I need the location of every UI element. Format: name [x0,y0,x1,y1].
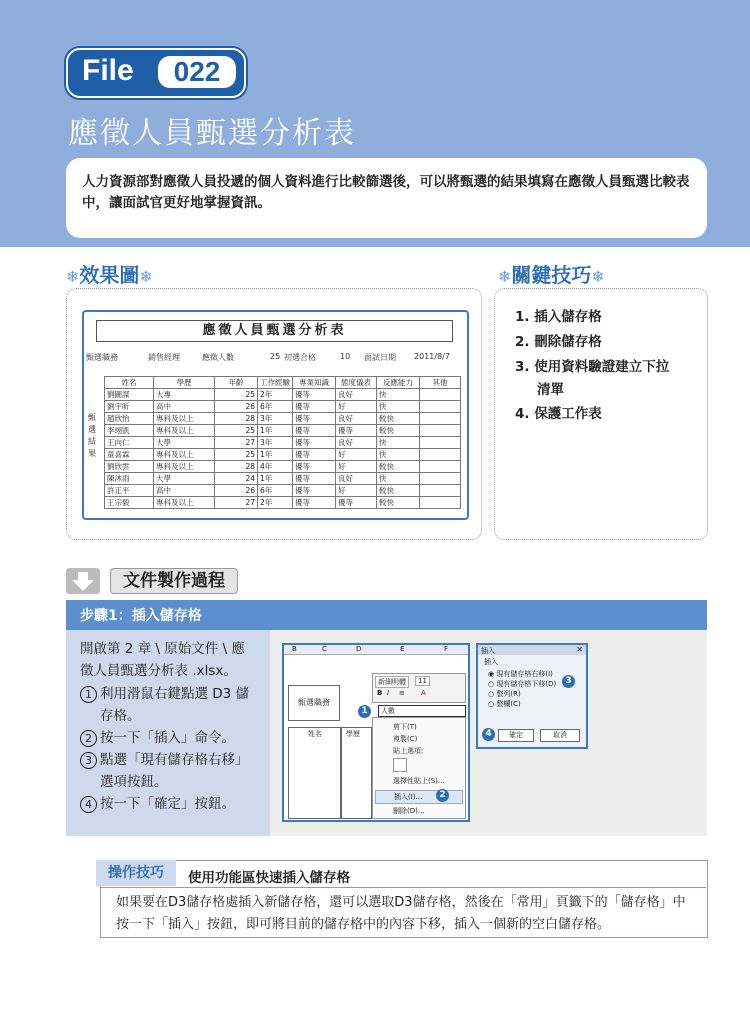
table-cell: 李翊凱 [105,425,154,437]
table-cell: 好 [336,449,377,461]
table-cell: 27 [215,437,258,449]
tip-item: 3. 使用資料驗證建立下拉 [515,359,670,375]
step-cont: 存格。 [100,708,141,724]
page-title: 應徵人員甄選分析表 [68,116,356,151]
table-cell: 1年 [258,473,293,485]
step-text: 按一下「插入」命令。 [100,730,235,746]
tip-item: 2. 刪除儲存格 [515,334,602,350]
table-cell: 專科及以上 [154,497,215,509]
side-label [88,412,100,460]
table-header: 專業知識 [293,377,336,389]
side-char: 甄 [88,413,96,422]
option-label: 整欄(C) [496,700,521,708]
table-row [105,449,461,461]
table-cell: 專科及以上 [154,413,215,425]
step-text: 點選「現有儲存格右移」 [100,752,249,768]
option-label: 現有儲存格右移(I) [496,670,553,678]
preview-heading [66,259,153,288]
option-col[interactable]: ○ 整欄(C) [488,700,521,708]
menu-paste-options[interactable]: 貼上選項: [393,747,424,755]
table-header: 姓名 [105,377,154,389]
snowflake-icon: ❄ [591,267,605,286]
preview-sheet [82,310,469,520]
table-cell: 2年 [258,389,293,401]
file-badge [66,48,246,98]
table-cell [420,497,461,509]
table-cell: 2年 [258,497,293,509]
col-e: E [400,645,405,653]
badge-2: 2 [436,789,449,802]
note-head: 操作技巧 [96,860,176,886]
table-cell: 劉欣雲 [105,461,154,473]
table-cell: 優等 [336,425,377,437]
context-menu [372,717,466,819]
option-label: 整列(R) [496,690,521,698]
note-divider [100,887,706,888]
tip-item: 4. 保護工作表 [515,406,602,422]
table-cell [420,485,461,497]
table-row [105,497,461,509]
step-cont: 選項按鈕。 [100,774,168,790]
table-header: 學歷 [154,377,215,389]
align-icon[interactable]: ≡ [399,689,405,697]
step-text: 利用滑鼠右鍵點選 D3 儲 [100,686,250,702]
grid-block [288,727,342,819]
font-color-icon[interactable]: A [421,689,426,697]
table-cell: 優等 [293,461,336,473]
table-cell: 25 [215,425,258,437]
table-row [105,437,461,449]
table-cell: 優等 [336,497,377,509]
process-label: 文件製作過程 [110,568,238,594]
table-cell [420,425,461,437]
option-row[interactable]: ○ 整列(R) [488,690,521,698]
preview-label: 效果圖 [79,263,140,287]
table-cell: 高中 [154,485,215,497]
option-right[interactable]: ◉ 現有儲存格右移(I) [488,670,553,678]
mini-toolbar [372,673,466,703]
table-cell [420,413,461,425]
table-cell: 良好 [336,389,377,401]
italic-icon[interactable]: I [387,689,390,697]
table-cell: 王宗毅 [105,497,154,509]
table-cell: 好 [336,401,377,413]
step-title: 步驟1：插入儲存格 [80,608,202,624]
step-number: 4 [80,796,97,813]
table-cell: 好 [336,461,377,473]
badge-1: 1 [358,705,371,718]
table-row [105,401,461,413]
table-cell: 快 [377,437,420,449]
table-cell: 快 [377,389,420,401]
table-cell: 26 [215,485,258,497]
option-label: 現有儲存格下移(D) [496,680,557,688]
note-title: 使用功能區快速插入儲存格 [188,870,350,886]
step-bar [66,600,707,630]
table-cell [420,461,461,473]
table-cell: 童喜霖 [105,449,154,461]
table-row [105,473,461,485]
step-number: 2 [80,730,97,747]
meta-count-value: 25 [270,352,281,361]
table-cell [420,449,461,461]
table-cell: 優等 [293,389,336,401]
intro-text: 人力資源部對應徵人員投遞的個人資料進行比較篩選後，可以將甄選的結果填寫在應徵人員甄選比較表中，讓面試官更好地掌握資訊。 [82,174,690,211]
table-cell: 許正平 [105,485,154,497]
side-char: 結 [88,437,96,446]
badge-4: 4 [482,728,495,741]
step-item [80,683,249,705]
menu-insert[interactable]: 插入(I)... [394,793,423,801]
table-cell: 好 [336,485,377,497]
table-cell: 專科及以上 [154,425,215,437]
note-body: 如果要在D3儲存格處插入新儲存格，還可以選取D3儲存格，然後在「常用」頁籤下的「儲存格」中按一下「插入」按鈕，即可將目前的儲存格中的內容下移，插入一個新的空白儲存格。 [116,895,686,932]
table-cell: 快 [377,401,420,413]
ok-button[interactable]: 確定 [498,729,534,742]
table-cell: 王向仁 [105,437,154,449]
cancel-button[interactable]: 取消 [540,729,580,742]
table-cell: 良好 [336,413,377,425]
table-cell: 優等 [293,401,336,413]
step-item [80,793,235,815]
step-intro-line: 開啟第 2 章 \ 原始文件 \ 應 [80,641,245,657]
table-header: 工作經驗 [258,377,293,389]
table-header: 其他 [420,377,461,389]
table-cell [420,389,461,401]
table-row [105,461,461,473]
table-cell: 優等 [293,473,336,485]
edu-cell: 學歷 [346,730,360,738]
table-cell: 快 [377,449,420,461]
table-cell [420,401,461,413]
dialog-title: 插入 [481,647,495,655]
table-cell: 陳沐雨 [105,473,154,485]
tip-item: 清單 [537,382,564,398]
table-cell: 27 [215,497,258,509]
tips-heading [498,259,605,288]
table-cell: 25 [215,389,258,401]
close-icon[interactable]: ✕ [576,645,583,654]
table-cell: 良好 [336,437,377,449]
table-header: 反應能力 [377,377,420,389]
grid-block [340,727,372,819]
col-c: C [322,645,327,653]
table-cell: 優等 [293,497,336,509]
tip-item: 1. 插入儲存格 [515,309,602,325]
insert-dialog [476,643,588,749]
table-cell: 大專 [154,389,215,401]
table-cell: 3年 [258,413,293,425]
table-cell: 優等 [293,413,336,425]
step-item [80,727,235,749]
table-cell: 趙欣怡 [105,413,154,425]
side-char: 果 [88,449,96,458]
file-word: File [82,54,134,87]
table-header: 年齡 [215,377,258,389]
step-item [80,749,249,771]
table-cell: 優等 [293,437,336,449]
table-cell: 3年 [258,437,293,449]
table-cell: 劉宇昕 [105,401,154,413]
table-row [105,413,461,425]
table-cell: 4年 [258,461,293,473]
meta-pass-label: 初選合格 [284,353,316,362]
name-cell: 姓名 [308,730,322,738]
col-d: D [356,645,362,653]
snowflake-icon: ❄ [66,267,80,286]
step-number: 1 [80,686,97,703]
table-cell: 較快 [377,497,420,509]
table-cell: 高中 [154,401,215,413]
table-header: 態度儀表 [336,377,377,389]
job-cell: 甄選職務 [288,685,340,721]
menu-copy[interactable]: 複製(C) [393,735,418,743]
table-cell: 28 [215,461,258,473]
bold-icon[interactable]: B [377,689,383,697]
meta-job-value: 銷售經理 [148,353,180,362]
table-cell: 良好 [336,473,377,485]
meta-count-label: 應徵人數 [202,353,234,362]
menu-cut[interactable]: 剪下(T) [393,723,417,731]
badge-3: 3 [562,675,575,688]
column-header [284,645,468,655]
table-cell: 快 [377,473,420,485]
table-cell: 大學 [154,437,215,449]
table-cell: 專科及以上 [154,461,215,473]
col-b: B [292,645,297,653]
table-cell: 較快 [377,413,420,425]
tips-label: 關鍵技巧 [511,263,592,287]
table-cell [420,473,461,485]
intro-box [66,158,707,238]
dialog-titlebar [478,645,586,655]
table-cell: 1年 [258,425,293,437]
snowflake-icon: ❄ [139,267,153,286]
font-size-box[interactable]: 11 [415,676,430,686]
dialog-group-label: 插入 [484,658,498,666]
meta-job-label: 甄選職務 [86,353,118,362]
table-cell: 28 [215,413,258,425]
meta-date-label: 面試日期 [364,353,396,362]
menu-delete[interactable]: 刪除(D)... [393,807,425,815]
table-cell: 較快 [377,485,420,497]
sheet-title: 應徵人員甄選分析表 [96,320,453,342]
down-arrow-icon [66,568,100,594]
context-menu-screenshot [282,643,470,822]
font-name-box[interactable]: 新細明體 [375,676,409,688]
table-cell: 劉圖謀 [105,389,154,401]
side-char: 選 [88,425,96,434]
table-cell: 優等 [293,449,336,461]
cell-text: 人數 [381,707,395,715]
table-cell: 6年 [258,401,293,413]
meta-pass-value: 10 [340,352,351,361]
table-row [105,389,461,401]
file-number: 022 [158,56,236,88]
step-intro-line: 徵人員甄選分析表 .xlsx。 [80,663,237,679]
step-text: 按一下「確定」按鈕。 [100,796,235,812]
table-row [105,485,461,497]
menu-paste-special[interactable]: 選擇性貼上(S)... [393,777,445,785]
paste-icon[interactable] [393,758,407,772]
table-cell: 1年 [258,449,293,461]
table-cell: 較快 [377,461,420,473]
table-cell: 專科及以上 [154,449,215,461]
table-cell: 24 [215,473,258,485]
selected-cell[interactable] [378,705,466,717]
option-down[interactable]: ○ 現有儲存格下移(D) [488,680,557,688]
table-cell [420,437,461,449]
table-cell: 25 [215,449,258,461]
step-number: 3 [80,752,97,769]
table-cell: 大學 [154,473,215,485]
meta-date-value: 2011/8/7 [414,352,450,361]
header-banner [0,0,750,247]
table-cell: 優等 [293,425,336,437]
table-cell: 6年 [258,485,293,497]
table-cell: 優等 [293,485,336,497]
result-table [104,376,461,509]
menu-insert-highlight[interactable] [375,790,463,804]
table-cell: 26 [215,401,258,413]
table-row [105,425,461,437]
table-cell: 較快 [377,425,420,437]
snowflake-icon: ❄ [498,267,512,286]
col-f: F [444,645,449,653]
